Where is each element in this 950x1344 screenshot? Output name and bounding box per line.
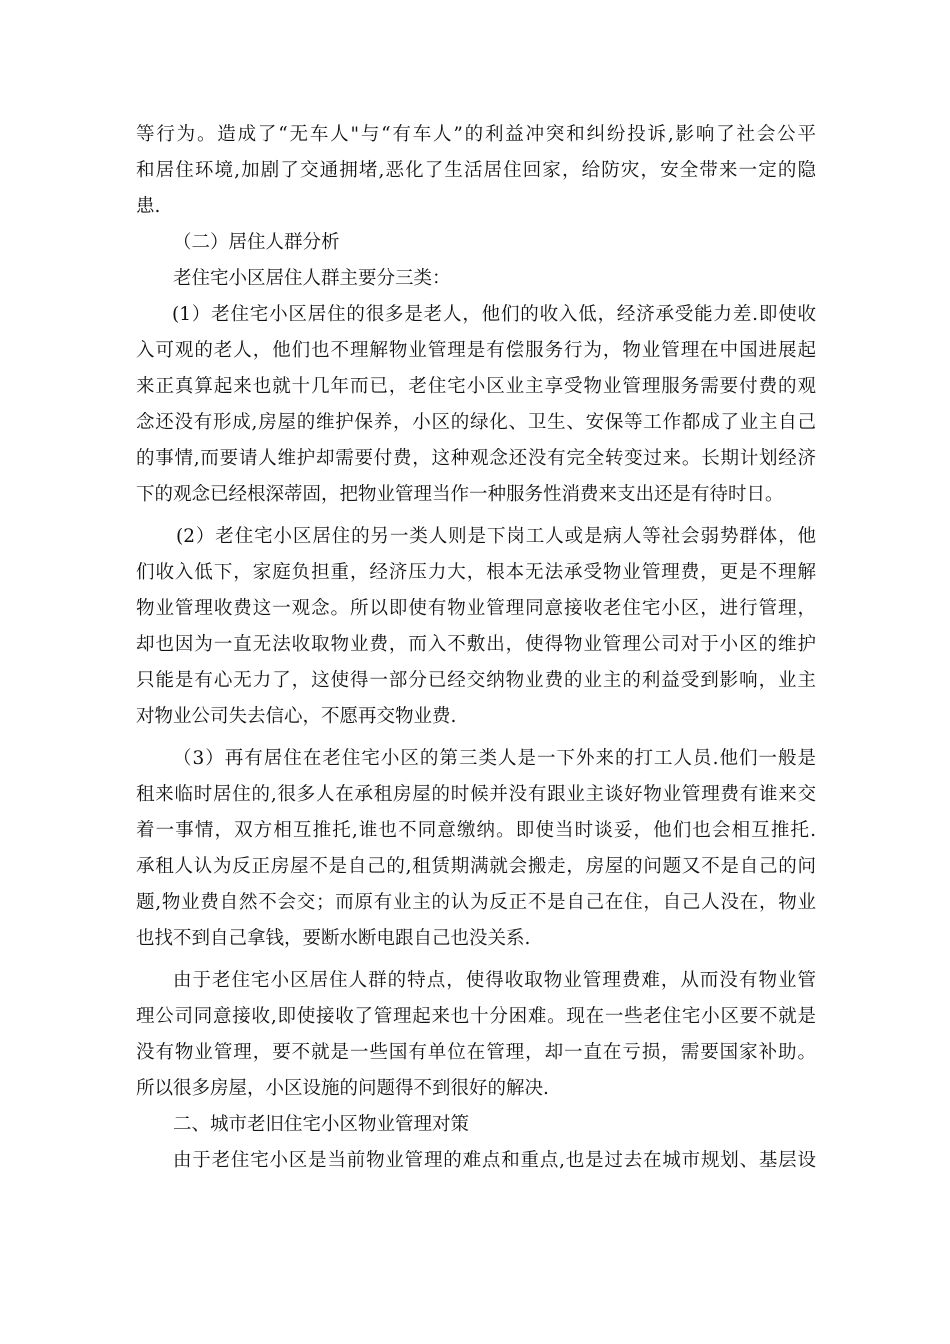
text-line: 着一事情，双方相互推托,谁也不同意缴纳。即使当时谈妥，他们也会相互推托. bbox=[136, 820, 816, 841]
text-line: (2）老住宅小区居住的另一类人则是下岗工人或是病人等社会弱势群体，他 bbox=[176, 526, 816, 547]
text-line: 下的观念已经根深蒂固，把物业管理当作一种服务性消费来支出还是有待时日。 bbox=[136, 484, 784, 505]
paragraph-three-types-intro bbox=[136, 261, 816, 297]
text-line: 二、城市老旧住宅小区物业管理对策 bbox=[173, 1114, 470, 1135]
paragraph-type-2-vulnerable bbox=[136, 519, 816, 735]
text-line: 等行为。造成了“无车人"与“有车人”的利益冲突和纠纷投诉,影响了社会公平 bbox=[136, 124, 816, 145]
text-line: 患. bbox=[136, 196, 161, 217]
text-line: 入可观的老人，他们也不理解物业管理是有偿服务行为，物业管理在中国进展起 bbox=[136, 340, 816, 361]
text-line: 的事情,而要请人维护却需要付费，这种观念还没有完全转变过来。长期计划经济 bbox=[136, 448, 816, 469]
text-line: （二）居住人群分析 bbox=[173, 232, 340, 253]
section-heading-countermeasures bbox=[136, 1107, 816, 1143]
text-line: 由于老住宅小区是当前物业管理的难点和重点,也是过去在城市规划、基层设 bbox=[173, 1150, 816, 1171]
text-line: 租来临时居住的,很多人在承租房屋的时候并没有跟业主谈好物业管理费有谁来交 bbox=[136, 784, 816, 805]
text-line: （3）再有居住在老住宅小区的第三类人是一下外来的打工人员.他们一般是 bbox=[173, 748, 816, 769]
text-line: 所以很多房屋，小区设施的问题得不到很好的解决. bbox=[136, 1078, 549, 1099]
paragraph-summary bbox=[136, 963, 816, 1107]
paragraph-type-1-elderly bbox=[136, 297, 816, 513]
text-line: (1）老住宅小区居住的很多是老人，他们的收入低，经济承受能力差.即使收 bbox=[172, 304, 816, 325]
text-line: 也找不到自己拿钱，要断水断电跟自己也没关系. bbox=[136, 928, 531, 949]
text-line: 物业管理收费这一观念。所以即使有物业管理同意接收老住宅小区，进行管理， bbox=[136, 598, 816, 619]
text-line: 没有物业管理，要不就是一些国有单位在管理，却一直在亏损，需要国家补助。 bbox=[136, 1042, 816, 1063]
document-page bbox=[136, 117, 816, 1179]
text-line: 承租人认为反正房屋不是自己的,租赁期满就会搬走，房屋的问题又不是自己的问 bbox=[136, 856, 816, 877]
paragraph-countermeasures-intro bbox=[136, 1143, 816, 1179]
paragraph-parking-conflict bbox=[136, 117, 816, 225]
text-line: 却也因为一直无法收取物业费，而入不敷出，使得物业管理公司对于小区的维护 bbox=[136, 634, 816, 655]
text-line: 念还没有形成,房屋的维护保养，小区的绿化、卫生、安保等工作都成了业主自己 bbox=[136, 412, 816, 433]
text-line: 只能是有心无力了，这使得一部分已经交纳物业费的业主的利益受到影响，业主 bbox=[136, 670, 816, 691]
text-line: 对物业公司失去信心，不愿再交物业费. bbox=[136, 706, 457, 727]
text-line: 由于老住宅小区居住人群的特点，使得收取物业管理费难，从而没有物业管 bbox=[173, 970, 816, 991]
text-line: 来正真算起来也就十几年而已，老住宅小区业主享受物业管理服务需要付费的观 bbox=[136, 376, 816, 397]
paragraph-type-3-migrant bbox=[136, 741, 816, 957]
text-line: 和居住环境,加剧了交通拥堵,恶化了生活居住回家，给防灾，安全带来一定的隐 bbox=[136, 160, 816, 181]
text-line: 老住宅小区居住人群主要分三类： bbox=[173, 268, 451, 289]
section-heading-resident-analysis bbox=[136, 225, 816, 261]
text-line: 们收入低下，家庭负担重，经济压力大，根本无法承受物业管理费，更是不理解 bbox=[136, 562, 816, 583]
text-line: 理公司同意接收,即使接收了管理起来也十分困难。现在一些老住宅小区要不就是 bbox=[136, 1006, 816, 1027]
text-line: 题,物业费自然不会交；而原有业主的认为反正不是自己在住，自己人没在，物业 bbox=[136, 892, 816, 913]
